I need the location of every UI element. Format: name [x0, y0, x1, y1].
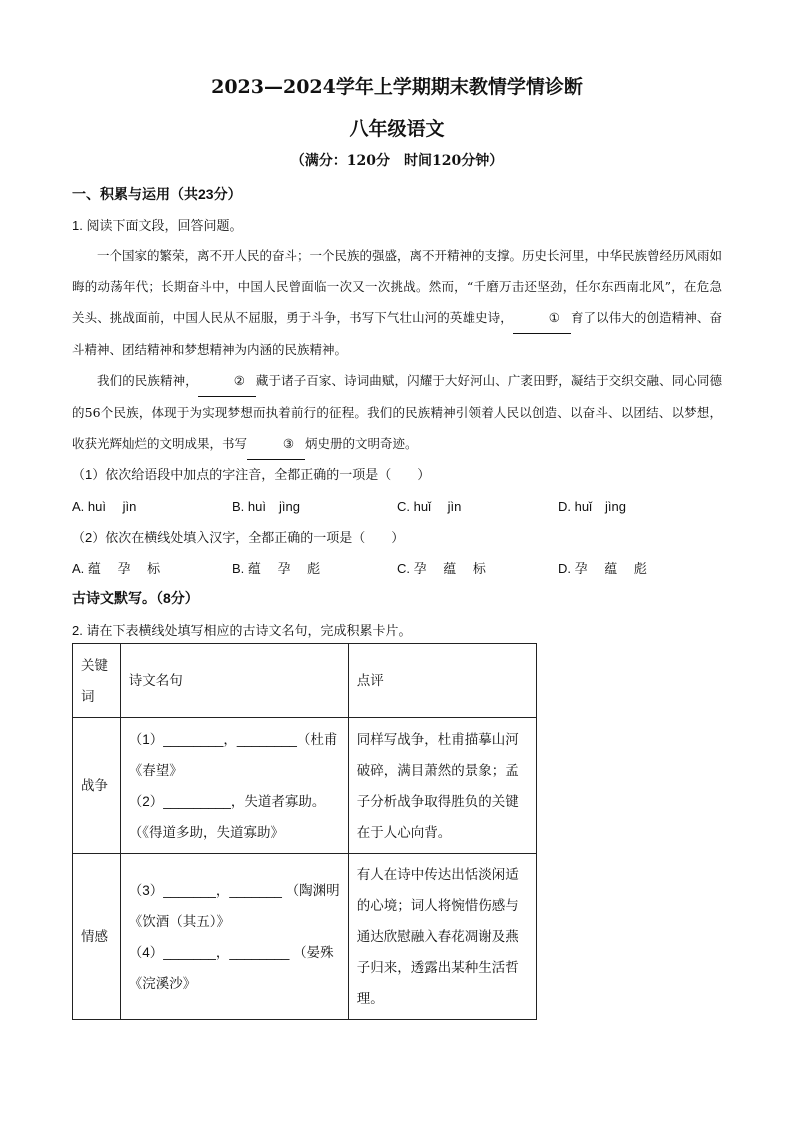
option-c[interactable]: C. huǐ jìn	[397, 499, 462, 514]
header-comment: 点评	[348, 644, 536, 718]
line-text[interactable]: （3）_______，_______ （陶渊明	[128, 882, 340, 898]
line-text: 《浣溪沙》	[128, 975, 197, 991]
keyword-cell: 情感	[73, 854, 121, 1020]
option-d[interactable]: D. huǐ jìng	[558, 499, 626, 514]
q1-prompt: 1. 阅读下面文段，回答问题。	[72, 218, 243, 233]
line-text: （《得道多助，失道寡助》	[128, 824, 285, 840]
header-keyword: 关键词	[73, 644, 121, 718]
lines-cell	[120, 854, 348, 1020]
option-b[interactable]: B. huì jìng	[232, 499, 300, 514]
keyword-cell: 战争	[73, 718, 121, 854]
passage-paragraph-2: 我们的民族精神， ② 藏于诸子百家、诗词曲赋，闪耀于大好河山、广袤田野，凝结于交织交融、同心同德的56个民族，体现于为实现梦想而执着前行的征程。我们的民族精神引领着人民以创造、以奋斗、以团结、以梦想，收获光辉灿烂的文明成果，书写 ③ 炳史册的文明奇迹。	[72, 365, 722, 460]
q1-sub1-prompt: （1）依次给语段中加点的字注音，全都正确的一项是（ ）	[72, 467, 431, 482]
option-a[interactable]: A. huì jìn	[72, 499, 137, 514]
comment-cell: 有人在诗中传达出恬淡闲适的心境；词人将惋惜伤感与通达欣慰融入春花凋谢及燕子归来，透露出某种生活哲理。	[348, 854, 536, 1020]
option-d[interactable]: D. 孕 蕴 彪	[558, 561, 647, 576]
q2-prompt: 2. 请在下表横线处填写相应的古诗文名句，完成积累卡片。	[72, 623, 412, 638]
exam-subtitle: 八年级语文	[349, 118, 445, 140]
section1-heading: 一、积累与运用（共23分）	[72, 186, 242, 202]
option-b[interactable]: B. 蕴 孕 彪	[232, 561, 321, 576]
accumulation-card-table	[72, 643, 537, 1020]
section2-heading: 古诗文默写。（8分）	[72, 590, 199, 606]
lines-cell	[120, 718, 348, 854]
q1-sub2-prompt: （2）依次在横线处填入汉字，全都正确的一项是（ ）	[72, 530, 405, 545]
passage-paragraph-1: 一个国家的繁荣，离不开人民的奋斗；一个民族的强盛，离不开精神的支撑。历史长河里，中华民族曾经历风雨如晦的动荡年代；长期奋斗中，中国人民曾面临一次又一次挑战。然而，“千磨万击还坚劲，任尔东西南北风”，在危急关头、挑战面前，中国人民从不屈服，勇于斗争，书写下气壮山河的英雄史诗， ① 育了以伟大的创造精神、奋斗精神、团结精神和梦想精神为内涵的民族精神。	[72, 248, 723, 357]
comment-cell: 同样写战争，杜甫描摹山河破碎，满目萧然的景象；孟子分析战争取得胜负的关键在于人心向背。	[348, 718, 536, 854]
reading-passage	[72, 240, 722, 460]
line-text: 《春望》	[128, 762, 183, 778]
exam-info: （满分：120分 时间120分钟）	[290, 153, 504, 169]
line-text[interactable]: （2）_________，失道者寡助。	[128, 793, 326, 809]
exam-title: 2023—2024学年上学期期末教情学情诊断	[211, 76, 583, 98]
blank-1: ①	[513, 302, 571, 334]
table-header-row	[73, 644, 537, 718]
option-c[interactable]: C. 孕 蕴 标	[397, 561, 486, 576]
table-row	[73, 854, 537, 1020]
table-row	[73, 718, 537, 854]
option-a[interactable]: A. 蕴 孕 标	[72, 561, 161, 576]
blank-3: ③	[247, 428, 305, 460]
header-lines: 诗文名句	[120, 644, 348, 718]
line-text: 《饮酒（其五）》	[128, 913, 231, 929]
blank-2: ②	[198, 365, 256, 397]
line-text[interactable]: （1）________，________（杜甫	[128, 731, 338, 747]
line-text[interactable]: （4）_______，________ （晏殊	[128, 944, 334, 960]
